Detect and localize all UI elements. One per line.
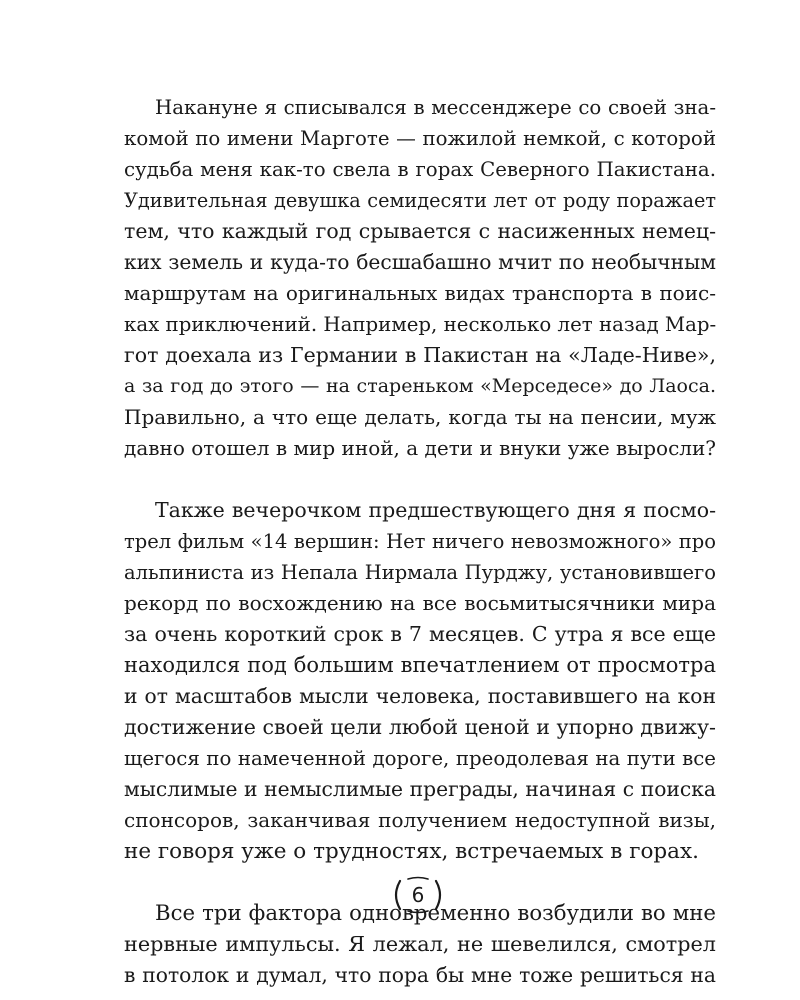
page-number-badge xyxy=(388,873,448,917)
text-line: тем, что каждый год срывается с насиженных немец- xyxy=(124,219,716,243)
text-line: не говоря уже о трудностях, встречаемых в горах. xyxy=(124,839,699,864)
text-line: маршрутам на оригинальных видах транспорта в поис- xyxy=(124,281,716,305)
text-line: рекорд по восхождению на все восьмитысячники мира xyxy=(124,591,716,615)
text-line: альпиниста из Непала Нирмала Пурджу, установившего xyxy=(124,561,716,584)
book-page-body xyxy=(124,92,716,991)
text-line: находился под большим впечатлением от просмотра xyxy=(124,653,716,677)
text-line: достижение своей цели любой ценой и упорно движу- xyxy=(124,715,716,739)
text-line: судьба меня как-то свела в горах Северного Пакистана. xyxy=(124,158,716,181)
text-line: Правильно, а что еще делать, когда ты на пенсии, муж xyxy=(124,405,716,429)
text-line: нервные импульсы. Я лежал, не шевелился, смотрел xyxy=(124,932,716,956)
text-line: а за год до этого — на стареньком «Мерседесе» до Лаоса. xyxy=(124,375,716,397)
page-number: 6 xyxy=(411,883,425,907)
text-line: Удивительная девушка семидесяти лет от роду поражает xyxy=(124,189,716,212)
text-line: давно отошел в мир иной, а дети и внуки уже выросли? xyxy=(124,436,717,460)
text-line: ках приключений. Например, несколько лет назад Мар- xyxy=(124,313,717,336)
text-line: комой по имени Марготе — пожилой немкой, с которой xyxy=(124,127,716,150)
text-line: Накануне я списывался в мессенджере со своей зна- xyxy=(155,96,716,119)
text-line: ких земель и куда-то бесшабашно мчит по необычным xyxy=(124,250,716,274)
paragraph-1 xyxy=(124,92,716,464)
text-line: и от масштабов мысли человека, поставившего на кон xyxy=(124,684,716,708)
text-line: Все три фактора одновременно возбудили во мне xyxy=(155,901,716,926)
text-line: гот доехала из Германии в Пакистан на «Ладе-Ниве», xyxy=(124,343,716,367)
text-line: за очень короткий срок в 7 месяцев. С утра я все еще xyxy=(124,622,716,646)
text-line: спонсоров, заканчивая получением недоступной визы, xyxy=(124,808,716,832)
text-line: щегося по намеченной дороге, преодолевая на пути все xyxy=(124,747,716,770)
paragraph-gap xyxy=(124,464,716,495)
text-line: Также вечерочком предшествующего дня я посмо- xyxy=(155,498,716,522)
text-line: в потолок и думал, что пора бы мне тоже решиться на xyxy=(124,963,716,987)
text-line: трел фильм «14 вершин: Нет ничего невозможного» про xyxy=(124,530,716,553)
paragraph-2 xyxy=(124,495,716,867)
text-line: мыслимые и немыслимые преграды, начиная с поиска xyxy=(124,777,716,801)
